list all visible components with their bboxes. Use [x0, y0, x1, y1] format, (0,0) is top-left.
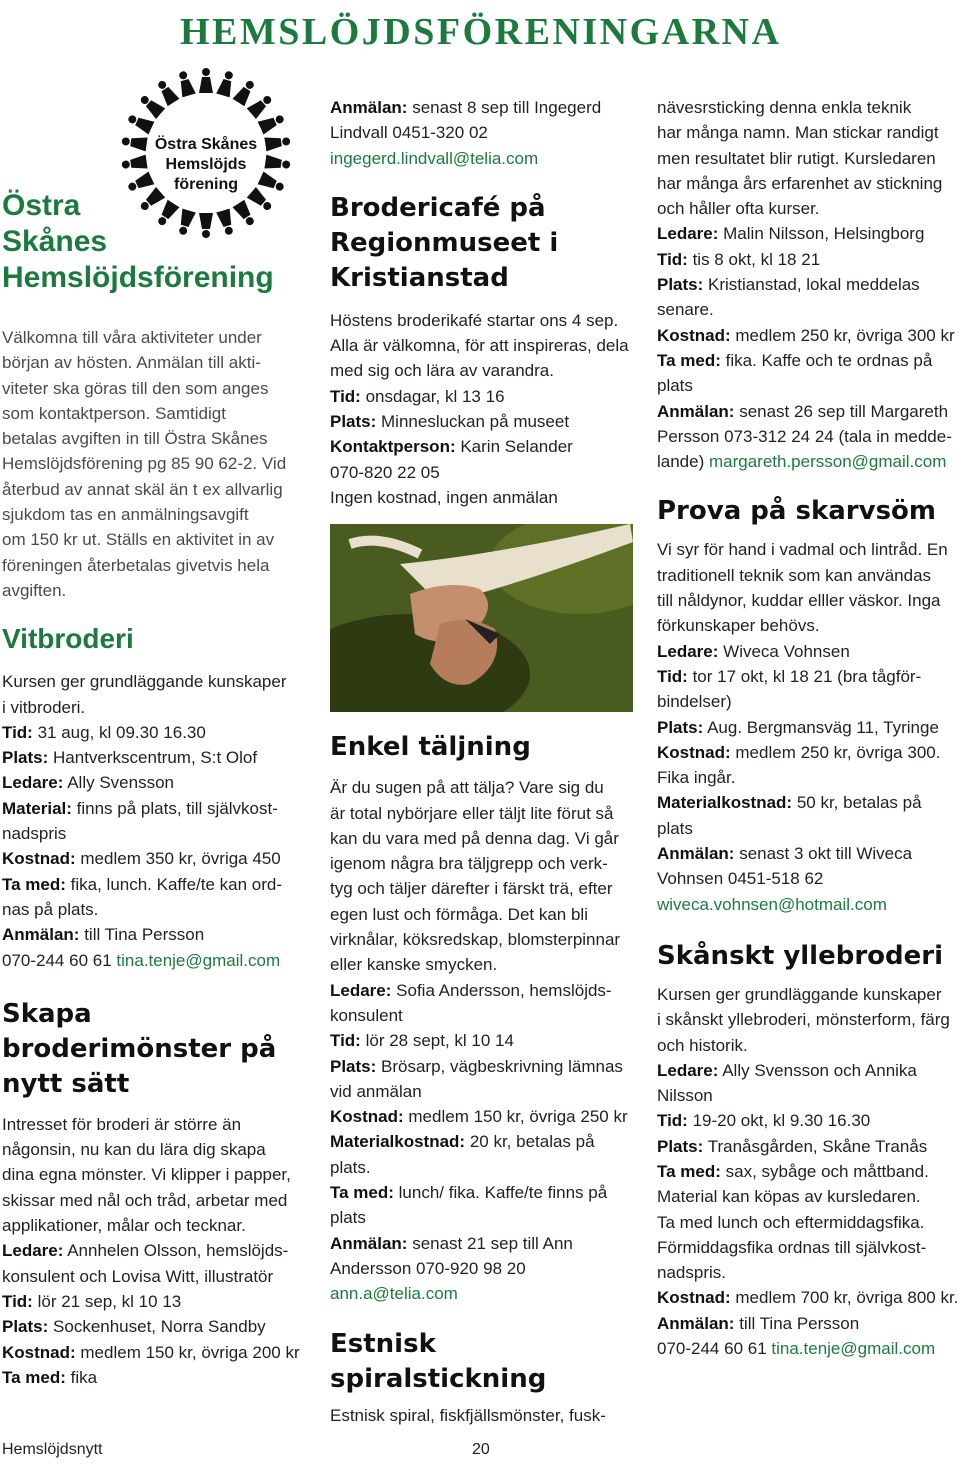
society-intro: Välkomna till våra aktiviteter under början av hösten. Anmälan till akti- viteter ska göras till den som anges som kontaktperson. Samtidigt betalas avgiften in till Östra Skånes Hemslöjdsförening pg 85 90 62-2. Vid återbud av annat skäl än t ex allvarlig sjukdom tas en anmälningsavgift om 150 kr ut. Ställs en aktivitet in av föreningen återbetalas givetvis hela avgiften.: [2, 328, 287, 600]
skapa-email-link[interactable]: ingegerd.lindvall@telia.com: [330, 148, 539, 168]
logo-text-line2: Hemslöjds: [165, 156, 247, 173]
estnisk-email-link[interactable]: margareth.persson@gmail.com: [708, 452, 947, 472]
taljning-details: Är du sugen på att tälja? Vare sig du är total nybörjare eller täljt lite förut så kan du vara med på denna dag. Vi går igenom några bra täljgrepp och verk- tyg och täljer därefter i färskt trä, efter egen lust och förmåga. Det kan bli virknålar, köksredskap, blomsterpinnar eller kanske smycken. Ledare: Sofia Andersson, hemslöjds- konsulent Tid: lör 28 sept, kl 10 14 Plats: Brösarp, vägbeskrivning lämnas vid anmälan Kostnad: medlem 150 kr, övriga 250 kr Materialkostnad: 20 kr, betalas på plats. Ta med: lunch/ fika. Kaffe/te finns på plats Anmälan: senast 21 sep till Ann Andersson 070-920 98 20 ann.a@telia.com: [330, 778, 628, 1304]
vitbroderi-heading: Vitbroderi: [2, 623, 134, 655]
logo-text-line3: förening: [174, 176, 238, 193]
estnisk-details: nävesrsticking denna enkla teknik har många namn. Man stickar randigt men resultatet blir rutigt. Kursledaren har många års erfarenhet av stickning och håller ofta kurser. Ledare: Malin Nilsson, Helsingborg Tid: tis 8 okt, kl 18 21 Plats: Kristianstad, lokal meddelas senare. Kostnad: medlem 250 kr, övriga 300 kr Ta med: fika. Kaffe och te ordnas på plats Anmälan: senast 26 sep till Margareth Persson 073-312 24 24 (tala in medde- lande) margareth.persson@gmail.com: [657, 98, 955, 472]
yllebroderi-email-link[interactable]: tina.tenje@gmail.com: [771, 1339, 936, 1359]
society-heading-line: Skånes: [2, 225, 108, 258]
yllebroderi-details: Kursen ger grundläggande kunskaper i skånskt yllebroderi, mönsterform, färg och historik. Ledare: Ally Svensson och Annika Nilsson Tid: 19-20 okt, kl 9.30 16.30 Plats: Tranåsgården, Skåne Tranås Ta med: sax, sybåge och måttband. Material kan köpas av kursledaren. Ta med lunch och eftermiddagsfika. Förmiddagsfika ordnas till självkost- nadspris. Kostnad: medlem 700 kr, övriga 800 kr. Anmälan: till Tina Persson 070-244 60 61 tina.tenje@gmail.com: [657, 984, 959, 1359]
page-header-title: HEMSLÖJDSFÖRENINGARNA: [180, 11, 782, 53]
skarvsom-details: Vi syr för hand i vadmal och lintråd. En traditionell teknik som kan användas till nåldynor, kuddar elller väskor. Inga förkunskaper behövs. Ledare: Wiveca Vohnsen Tid: tor 17 okt, kl 18 21 (bra tågför- bindelser) Plats: Aug. Bergmansväg 11, Tyringe Kostnad: medlem 250 kr, övriga 300. Fika ingår. Materialkostnad: 50 kr, betalas på plats Anmälan: senast 3 okt till Wiveca Vohnsen 0451-518 62 wiveca.vohnsen@hotmail.com: [657, 540, 948, 914]
skapa-heading: Skapa broderimönster på nytt sätt: [2, 998, 277, 1099]
estnisk-heading: Estnisk spiralstickning: [330, 1328, 547, 1394]
estnisk-intro: Estnisk spiral, fiskfjällsmönster, fusk-: [330, 1405, 606, 1425]
skapa-details: Intresset för broderi är större än någonsin, nu kan du lära dig skapa dina egna mönster. Vi klipper i papper, skissar med nål och tråd, arbetar med applikationer, målar och tecknar. Ledare: Annhelen Olsson, hemslöjds- konsulent och Lovisa Witt, illustratör Tid: lör 21 sep, kl 10 13 Plats: Sockenhuset, Norra Sandby Kostnad: medlem 150 kr, övriga 200 kr Ta med: fika: [2, 1114, 300, 1387]
yllebroderi-heading: Skånskt yllebroderi: [657, 940, 943, 971]
logo-text-line1: Östra Skånes: [154, 136, 258, 153]
taljning-email-link[interactable]: ann.a@telia.com: [330, 1284, 458, 1304]
logo-figure: [175, 69, 195, 97]
society-heading-line: Hemslöjdsförening: [2, 261, 274, 294]
footer-publication: Hemslöjdsnytt: [2, 1441, 103, 1458]
footer-page-number: 20: [472, 1441, 490, 1458]
vitbroderi-intro: Kursen ger grundläggande kunskaper: [2, 672, 287, 692]
skapa-anmalan: Anmälan: senast 8 sep till Ingegerd Lindvall 0451-320 02 ingegerd.lindvall@telia.com: [330, 98, 602, 168]
column-2: [330, 95, 635, 1428]
whittling-photo: [330, 524, 633, 712]
skarvsom-email-link[interactable]: wiveca.vohnsen@hotmail.com: [657, 894, 887, 914]
column-1: [2, 95, 307, 1390]
brodericafe-heading: Brodericafé på Regionmuseet i Kristianstad: [330, 192, 559, 293]
brodericafe-details: Höstens broderikafé startar ons 4 sep. Alla är välkomna, för att inspireras, dela med sig och lära av varandra. Tid: onsdagar, kl 13 16 Plats: Minnesluckan på museet Kontaktperson: Karin Selander 070-820 22 05 Ingen kostnad, ingen anmälan: [330, 310, 629, 507]
vitbroderi-email-link[interactable]: tina.tenje@gmail.com: [116, 950, 281, 970]
skarvsom-heading: Prova på skarvsöm: [657, 496, 937, 527]
vitbroderi-intro: i vitbroderi.: [2, 697, 86, 717]
taljning-heading: Enkel täljning: [330, 732, 531, 763]
vitbroderi-details: Kursen ger grundläggande kunskaper i vitbroderi. Tid: 31 aug, kl 09.30 16.30 Plats: Hantverkscentrum, S:t Olof Ledare: Ally Svensson Material: finns på plats, till självkost- nadspris Kostnad: medlem 350 kr, övriga 450 Ta med: fika, lunch. Kaffe/te kan ord- nas på plats. Anmälan: till Tina Persson 070-244 60 61 tina.tenje@gmail.com: [2, 669, 307, 973]
column-3: [657, 95, 960, 1361]
logo-figure: [216, 69, 236, 97]
logo-figure: [199, 68, 213, 93]
society-heading-line: Östra: [2, 189, 81, 222]
